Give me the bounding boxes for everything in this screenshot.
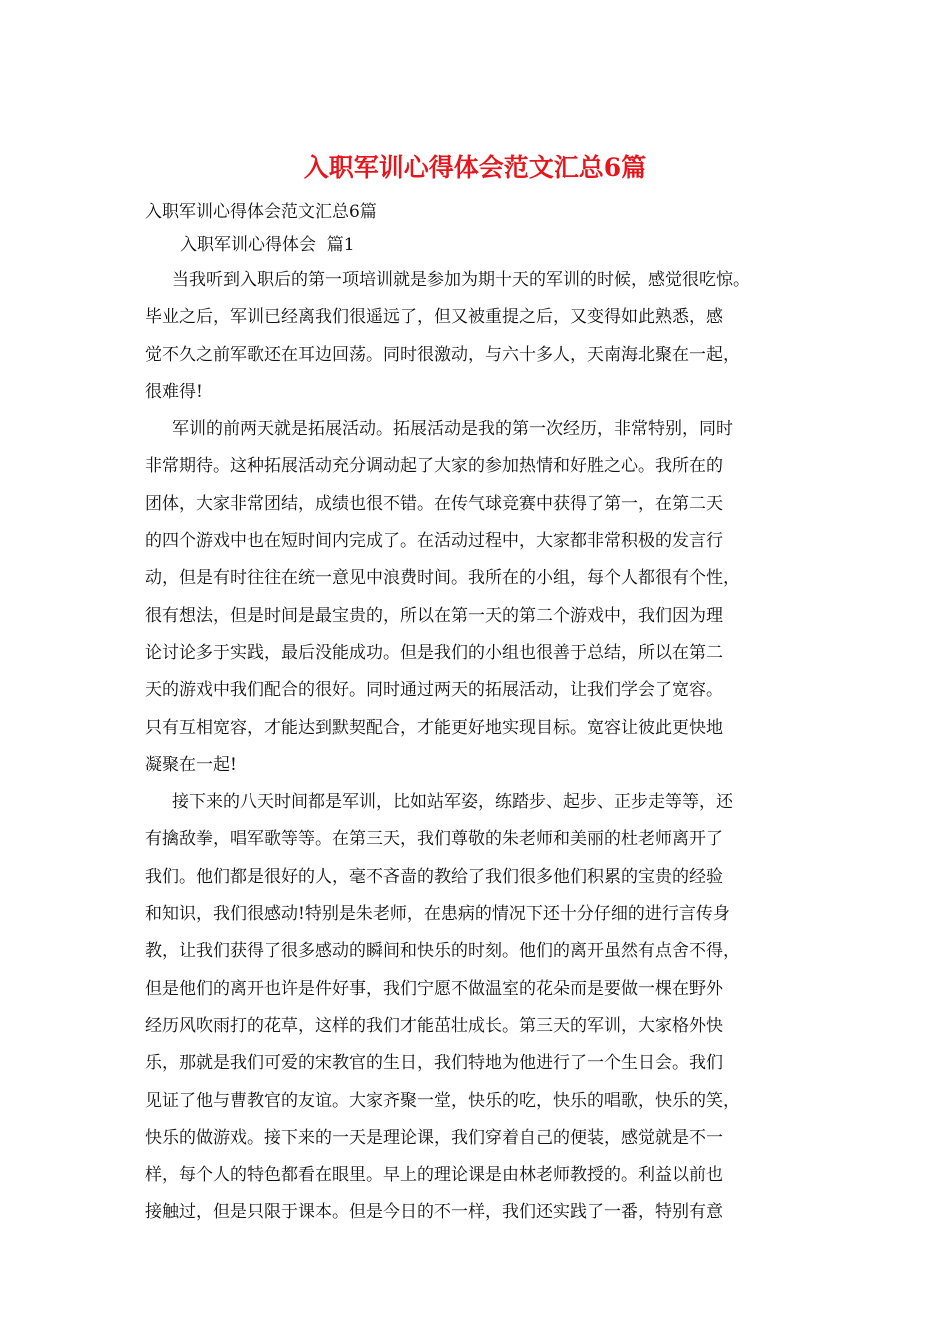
text-line: 接触过，但是只限于课本。但是今日的不一样，我们还实践了一番，特别有意 [145, 1202, 723, 1223]
text-line: 军训的前两天就是拓展活动。拓展活动是我的第一次经历，非常特别，同时 [172, 419, 733, 440]
text-line: 非常期待。这种拓展活动充分调动起了大家的参加热情和好胜之心。我所在的 [145, 456, 723, 477]
text-line: 论讨论多于实践，最后没能成功。但是我们的小组也很善于总结，所以在第二 [145, 642, 723, 663]
text-line: 只有互相宽容，才能达到默契配合，才能更好地实现目标。宽容让彼此更快地 [145, 717, 723, 738]
section-heading: 入职军训心得体会 篇1 [180, 235, 355, 255]
text-line: 动，但是有时往往在统一意见中浪费时间。我所在的小组，每个人都很有个性， [145, 568, 740, 589]
text-line: 很有想法，但是时间是最宝贵的，所以在第一天的第二个游戏中，我们因为理 [145, 605, 723, 626]
body-text [0, 262, 950, 1232]
text-line: 很难得! [145, 381, 203, 402]
text-line: 见证了他与曹教官的友谊。大家齐聚一堂，快乐的吃，快乐的唱歌，快乐的笑， [145, 1090, 740, 1111]
document-title: 入职军训心得体会范文汇总6篇 [303, 153, 647, 182]
text-line: 凝聚在一起! [145, 754, 237, 775]
text-line: 觉不久之前军歌还在耳边回荡。同时很激动，与六十多人，天南海北聚在一起， [145, 344, 740, 365]
text-line: 和知识，我们很感动!特别是朱老师，在患病的情况下还十分仔细的进行言传身 [145, 904, 730, 925]
text-line: 天的游戏中我们配合的很好。同时通过两天的拓展活动，让我们学会了宽容。 [145, 680, 723, 701]
document-subtitle: 入职军训心得体会范文汇总6篇 [145, 202, 377, 222]
text-line: 接下来的八天时间都是军训，比如站军姿，练踏步、起步、正步走等等，还 [172, 792, 733, 813]
text-line: 但是他们的离开也许是件好事，我们宁愿不做温室的花朵而是要做一棵在野外 [145, 978, 723, 999]
text-line: 乐，那就是我们可爱的宋教官的生日，我们特地为他进行了一个生日会。我们 [145, 1053, 723, 1074]
text-line: 经历风吹雨打的花草，这样的我们才能茁壮成长。第三天的军训，大家格外快 [145, 1015, 723, 1036]
text-line: 团体，大家非常团结，成绩也很不错。在传气球竞赛中获得了第一，在第二天 [145, 493, 723, 514]
text-line: 毕业之后，军训已经离我们很遥远了，但又被重提之后，又变得如此熟悉，感 [145, 307, 723, 328]
text-line: 快乐的做游戏。接下来的一天是理论课，我们穿着自己的便装，感觉就是不一 [145, 1127, 723, 1148]
text-line: 我们。他们都是很好的人，毫不吝啬的教给了我们很多他们积累的宝贵的经验 [145, 866, 723, 887]
text-line: 教，让我们获得了很多感动的瞬间和快乐的时刻。他们的离开虽然有点舍不得， [145, 941, 740, 962]
text-line: 样，每个人的特色都看在眼里。早上的理论课是由林老师教授的。利益以前也 [145, 1165, 723, 1186]
text-line: 有擒敌拳，唱军歌等等。在第三天，我们尊敬的朱老师和美丽的杜老师离开了 [145, 829, 723, 850]
text-line: 当我听到入职后的第一项培训就是参加为期十天的军训的时候，感觉很吃惊。 [172, 270, 750, 290]
text-line: 的四个游戏中也在短时间内完成了。在活动过程中，大家都非常积极的发言行 [145, 531, 723, 552]
